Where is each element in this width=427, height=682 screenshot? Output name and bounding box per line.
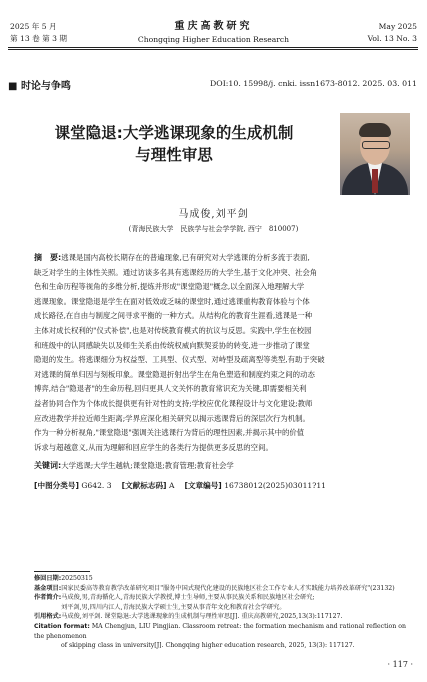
abstract-line: 诉求与超越意义,从而为理解和回应学生的各类行为提供更多反思的空间。 <box>34 442 273 452</box>
author-photo <box>340 113 410 195</box>
abstract <box>34 251 402 455</box>
article-title-line1: 课堂隐退:大学逃课现象的生成机制 <box>54 124 294 142</box>
section-text: 时论与争鸣 <box>20 81 71 92</box>
abstract-label: 摘 要: <box>34 253 62 262</box>
doi: DOI:10. 15998/j. cnki. issn1673-8012. 2025. 03. 011 <box>210 79 417 88</box>
footnote-authors-2: 刘平剑,男,四川内江人,青海民族大学硕士生,主要从事青年文化和教育社会学研究。 <box>61 603 286 611</box>
classification <box>34 480 326 491</box>
keywords <box>34 460 234 471</box>
footnotes <box>34 574 406 651</box>
footnote-rule <box>34 571 90 572</box>
abstract-line: 益者协同合作为个体成长提供更有针对性的支持;学校应优化课程设计与文化建设;教师 <box>34 398 313 408</box>
abstract-line: 主体对成长权利的"仪式补偿",也是对传统教育模式的抗议与反思。实践中,学生在校园 <box>34 325 312 335</box>
header-rule-thin <box>8 49 418 50</box>
abstract-line: 博弈,结合"隐退者"的生命历程,回归更具人文关怀的教育常识充为关键,即需要相关利 <box>34 384 307 394</box>
article-title <box>14 122 334 166</box>
header-date-cn: 2025 年 5 月 <box>10 22 57 31</box>
abstract-line: 摘 要:逃课是国内高校长期存在的普遍现象,已有研究对大学逃课的分析多流于表面, <box>34 253 310 262</box>
section-label <box>8 77 71 92</box>
abstract-line: 成长路径,在自由与制度之间寻求平衡的一种方式。从结构化的教育生涯看,逃课是一种 <box>34 311 313 321</box>
footnote-received: 修回日期:20250315 <box>34 575 93 582</box>
section-marker-icon: ■ <box>8 81 18 92</box>
abstract-line: 对逃课的简单归因与刻板印象。课堂隐退折射出学生在角色塑造和制度约束之间的动态 <box>34 369 315 379</box>
header-issue-en: Vol. 13 No. 3 <box>367 34 417 43</box>
doc-code-value: A <box>168 481 175 490</box>
clc-value: G642. 3 <box>81 481 112 490</box>
header-rule <box>8 47 418 48</box>
abstract-line: 逃课现象。课堂隐退是学生在面对低效或乏味的课堂时,通过逃课重构教育体验与个体 <box>34 296 310 306</box>
abstract-line: 和班级中的认同感缺失以及师生关系由传统权威向默契妥协的转变,进一步推动了课堂 <box>34 340 310 350</box>
abstract-line: 应改进教学并拉近师生距离;学界应深化相关研究以揭示逃课背后的深层次行为机制。 <box>34 413 310 423</box>
abstract-line: 隐退的发生。将逃课细分为权益型、工具型、仪式型、对峙型及疏离型等类型,有助于突破 <box>34 355 325 365</box>
clc-label: [中图分类号] <box>34 481 79 490</box>
header-date-en: May 2025 <box>378 22 417 31</box>
header-issue-cn: 第 13 卷 第 3 期 <box>10 34 67 43</box>
journal-title-en: Chongqing Higher Education Research <box>137 35 290 44</box>
doc-code-label: [文献标志码] <box>121 481 167 490</box>
keywords-text: 大学逃课;大学生越轨;课堂隐退;教育管理;教育社会学 <box>61 461 234 470</box>
article-affiliation: (青海民族大学 民族学与社会学学院, 西宁 810007) <box>128 225 299 233</box>
footnote-authors: 作者简介:马成俊,男,青海循化人,青海民族大学教授,博士生导师,主要从事民族关系和民族地区社会研究; <box>34 594 315 602</box>
article-authors: 马成俊,刘平剑 <box>178 209 249 220</box>
article-title-line2: 与理性审思 <box>135 146 213 164</box>
abstract-line: 作为一种分析视角,"课堂隐退"强调关注逃课行为背后的理性因素,并揭示其中的价值 <box>34 428 305 438</box>
journal-title-cn: 重庆高教研究 <box>174 21 253 32</box>
article-no-label: [文章编号] <box>184 481 222 490</box>
abstract-line: 缺乏对学生的主体性关照。通过访谈多名具有逃课经历的大学生,基于文化冲突、社会角 <box>34 267 318 277</box>
abstract-line: 色和生命历程等视角的多维分析,提炼并形成"课堂隐退"概念,以全面深入地理解大学 <box>34 282 305 292</box>
footnote-cite-en: Citation format: MA Chengjun, LIU Pingjian. Classroom retreat: the formation mechanism and rational reflection on the phenomenon <box>34 622 406 640</box>
keywords-label: 关键词: <box>34 461 62 470</box>
footnote-cite-en-2: of skipping class in university[J]. Chongqing higher education research, 2025, 13(3): 117127. <box>61 642 355 650</box>
footnote-fund: 基金项目:国家民委高等教育教学改革研究项目"服务中国式现代化建设的民族地区社会工作专业人才实践能力培养改革研究"(23132) <box>34 584 395 592</box>
footnote-cite: 引用格式:马成俊,刘平剑. 课堂隐退:大学逃课现象的生成机制与理性审思[J]. 重庆高教研究,2025,13(3):117127. <box>34 613 343 621</box>
page-number: · 117 · <box>387 660 413 669</box>
article-no-value: 16738012(2025)03011?11 <box>224 481 326 490</box>
